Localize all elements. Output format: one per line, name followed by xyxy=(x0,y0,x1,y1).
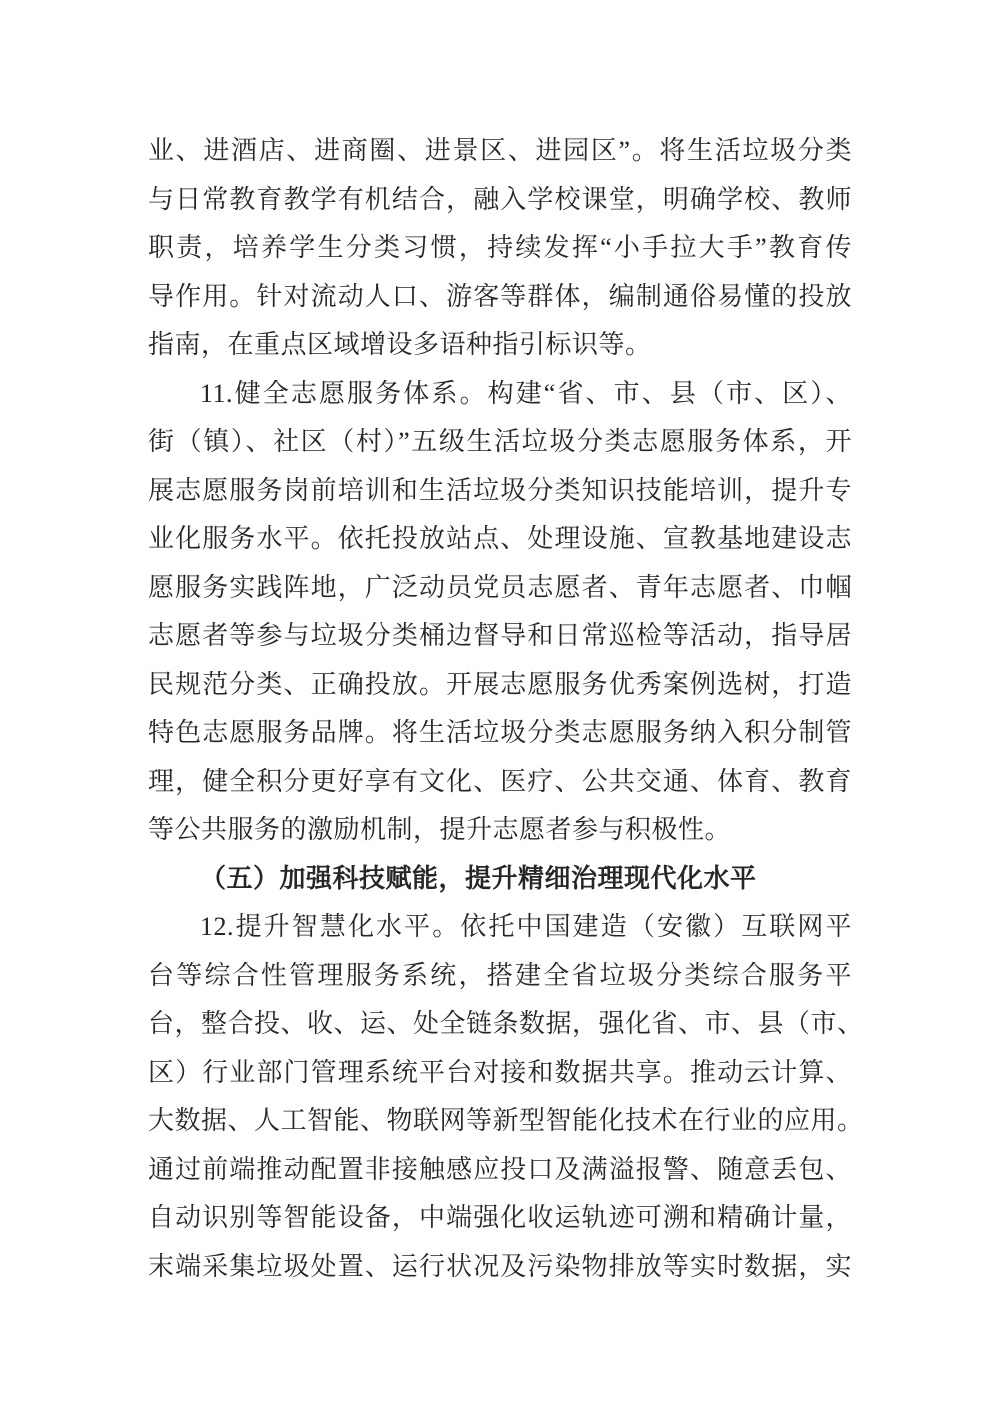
text-line: 台等综合性管理服务系统，搭建全省垃圾分类综合服务平 xyxy=(148,960,852,990)
text-line: 与日常教育教学有机结合，融入学校课堂，明确学校、教师 xyxy=(148,184,852,214)
text-line: 业、进酒店、进商圈、进景区、进园区”。将生活垃圾分类 xyxy=(148,136,852,165)
section-heading: （五）加强科技赋能，提升精细治理现代化水平 xyxy=(200,863,757,893)
text-line: 区）行业部门管理系统平台对接和数据共享。推动云计算、 xyxy=(148,1057,852,1087)
text-line: 指南，在重点区域增设多语种指引标识等。 xyxy=(148,330,652,359)
text-line: 展志愿服务岗前培训和生活垃圾分类知识技能培训，提升专 xyxy=(148,475,852,505)
document-body xyxy=(148,127,864,1291)
text-line: 民规范分类、正确投放。开展志愿服务优秀案例选树，打造 xyxy=(148,669,852,699)
text-line: 11.健全志愿服务体系。构建“省、市、县（市、区）、 xyxy=(200,378,852,408)
text-line: 自动识别等智能设备，中端强化收运轨迹可溯和精确计量， xyxy=(148,1203,852,1232)
text-line: 通过前端推动配置非接触感应投口及满溢报警、随意丢包、 xyxy=(148,1154,852,1184)
text-line: 职责，培养学生分类习惯，持续发挥“小手拉大手”教育传 xyxy=(148,233,852,262)
text-line: 大数据、人工智能、物联网等新型智能化技术在行业的应用。 xyxy=(148,1106,864,1135)
text-line: 等公共服务的激励机制，提升志愿者参与积极性。 xyxy=(148,815,732,844)
text-line: 志愿者等参与垃圾分类桶边督导和日常巡检等活动，指导居 xyxy=(148,621,852,650)
text-line: 愿服务实践阵地，广泛动员党员志愿者、青年志愿者、巾帼 xyxy=(148,572,852,602)
text-line: 业化服务水平。依托投放站点、处理设施、宣教基地建设志 xyxy=(148,524,852,553)
text-line: 12.提升智慧化水平。依托中国建造（安徽）互联网平 xyxy=(200,912,852,941)
text-line: 特色志愿服务品牌。将生活垃圾分类志愿服务纳入积分制管 xyxy=(148,718,852,747)
text-line: 街（镇）、社区（村）”五级生活垃圾分类志愿服务体系，开 xyxy=(148,427,852,456)
text-line: 末端采集垃圾处置、运行状况及污染物排放等实时数据，实 xyxy=(148,1251,852,1281)
text-line: 理，健全积分更好享有文化、医疗、公共交通、体育、教育 xyxy=(148,766,852,796)
text-line: 台，整合投、收、运、处全链条数据，强化省、市、县（市、 xyxy=(148,1009,864,1038)
text-line: 导作用。针对流动人口、游客等群体，编制通俗易懂的投放 xyxy=(148,281,852,311)
